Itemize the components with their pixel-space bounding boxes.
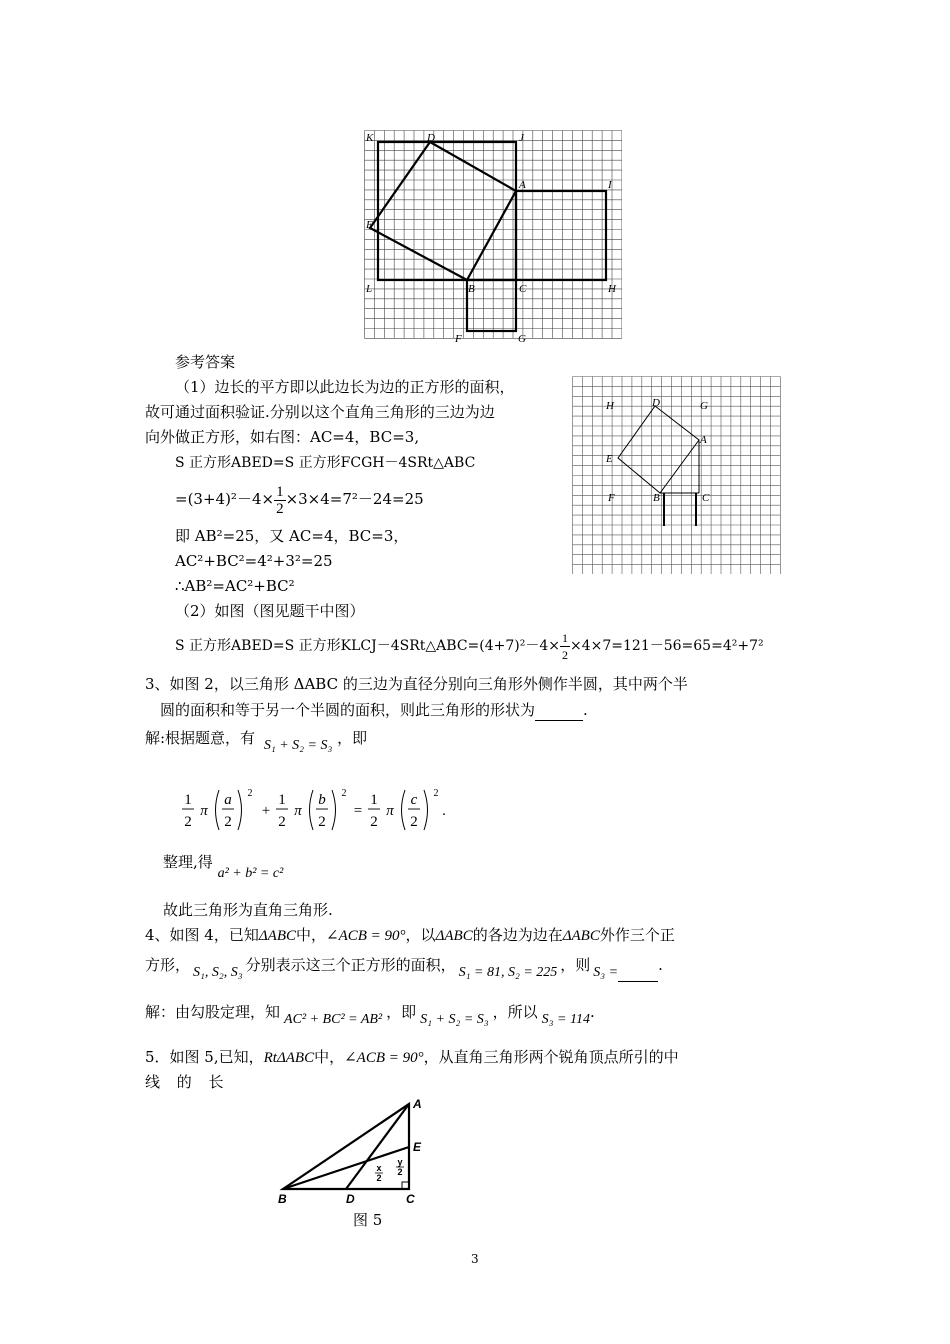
q4-text: ，则 — [560, 956, 591, 974]
q4-math: ΔABC — [258, 928, 296, 944]
q3-line2-end: . — [583, 701, 588, 719]
q3-sol1 — [145, 728, 368, 753]
answer-eq6 — [175, 626, 764, 666]
q4-text: 4、如图 4，已知 — [145, 926, 259, 944]
q4-math: ∠ACB = 90° — [326, 928, 406, 944]
fig5-label-A: A — [413, 1097, 422, 1111]
s3-blank — [618, 961, 658, 982]
q4-sol-text: . — [589, 1003, 595, 1021]
q3-line2 — [160, 700, 588, 721]
q3-sol1-end: ，即 — [337, 729, 368, 747]
label-K: K — [366, 132, 374, 144]
median-be — [283, 1147, 409, 1189]
eq-symbol: b — [318, 792, 326, 808]
q4-sol-math: S₃ = 114 — [541, 1012, 590, 1027]
label-B: B — [468, 283, 475, 295]
eq-symbol: 2 — [433, 788, 439, 799]
eq-symbol: 2 — [184, 814, 192, 830]
q5-line1 — [145, 1047, 679, 1068]
answer-eq6-a: S 正方形ABED=S 正方形KLCJ－4SRt△ABC=(4+7)²－4× — [175, 638, 560, 654]
eq-symbol: 2 — [247, 788, 253, 799]
eq-symbol: 2 — [318, 814, 326, 830]
answer-blank — [535, 700, 583, 721]
fig2-label-E: E — [606, 453, 613, 465]
eq-symbol: π — [294, 803, 302, 819]
fig2-label-A: A — [700, 434, 707, 446]
q4-sol-math: AC² + BC² = AB² — [284, 1012, 383, 1027]
answer-p1-line2: 故可通过面积验证.分别以这个直角三角形的三边为边 — [145, 403, 495, 421]
answer-p2: （2）如图（图见题干中图） — [175, 602, 365, 620]
fig2-label-G: G — [700, 400, 708, 412]
q4-text: 外作三个正 — [599, 926, 675, 944]
label-D: D — [427, 132, 435, 144]
label-G: G — [518, 333, 526, 345]
paren — [310, 790, 314, 830]
label-A: A — [519, 179, 526, 191]
answer-eq6-b: ×4×7=121－56=65=4²+7² — [570, 638, 764, 654]
eq-symbol: = — [353, 803, 363, 819]
q4-math: S₃ = — [593, 965, 619, 980]
eq-symbol: 2 — [341, 788, 347, 799]
answer-eq2-b: ×3×4=7²－24=25 — [285, 490, 424, 508]
q4-text: . — [658, 956, 663, 974]
eq-symbol: 2 — [224, 814, 232, 830]
answer-p1-line3: 向外做正方形，如右图：AC=4，BC=3, — [145, 428, 420, 446]
eq-symbol: 1 — [370, 792, 378, 808]
figure-1-grid — [364, 130, 622, 345]
q5-text: 5．如图 5,已知， — [145, 1048, 264, 1066]
q5-math: RtΔABC — [263, 1050, 315, 1066]
q3-line2-text: 圆的面积和等于另一个半圆的面积，则此三角形的形状为 — [160, 701, 536, 719]
q4-text: 中， — [296, 926, 327, 944]
fig2-label-D: D — [652, 397, 660, 409]
eq-symbol: 1 — [278, 792, 286, 808]
answer-eq2-a: =(3+4)²－4× — [175, 490, 275, 508]
q4-math: ΔABC — [562, 928, 600, 944]
answer-eq3: 即 AB²=25，又 AC=4，BC=3， — [175, 527, 409, 545]
triangle-abc — [283, 1104, 409, 1189]
fig5-label-D: D — [346, 1192, 355, 1206]
fig2-label-C: C — [702, 492, 710, 504]
label-L: L — [366, 283, 373, 295]
paren — [238, 790, 242, 830]
page-number: 3 — [471, 1252, 479, 1266]
figure-5-caption: 图 5 — [353, 1211, 383, 1229]
q4-line2 — [145, 955, 663, 980]
label-I: I — [608, 179, 612, 191]
q4-text: 分别表示这三个正方形的面积， — [245, 956, 456, 974]
q3-sol2 — [163, 852, 284, 881]
eq-symbol: 2 — [278, 814, 286, 830]
half-fraction: $\frac{1}{2}$ — [276, 483, 284, 517]
figure-2-grid — [572, 376, 781, 574]
q4-text: 方形， — [145, 956, 191, 974]
q4-math: S₁, S₂, S₃ — [193, 965, 243, 980]
fig2-label-H: H — [606, 400, 614, 412]
answer-eq5: ∴AB²=AC²+BC² — [175, 577, 295, 595]
q5-text: 中， — [314, 1048, 345, 1066]
q3-line1: 3、如图 2，以三角形 ΔABC 的三边为直径分别向三角形外侧作半圆，其中两个半 — [145, 675, 688, 693]
answer-eq1: S 正方形ABED=S 正方形FCGH－4SRt△ABC — [175, 455, 476, 471]
fig5-label-B: B — [278, 1192, 287, 1206]
label-E: E — [366, 219, 373, 231]
fig2-label-F: F — [608, 492, 615, 504]
q4-sol-text: 解：由勾股定理，知 — [145, 1003, 281, 1021]
eq-symbol: . — [442, 803, 446, 819]
q4-text: ，以 — [405, 926, 436, 944]
fig5-y: y — [397, 1157, 403, 1167]
half-fraction-2: $\frac{1}{2}$ — [562, 630, 568, 662]
eq-symbol: 2 — [370, 814, 378, 830]
q4-math: ΔABC — [435, 928, 473, 944]
answer-eq2 — [175, 482, 424, 516]
paren — [216, 790, 220, 830]
q4-line1 — [145, 925, 675, 946]
label-C: C — [519, 283, 527, 295]
q3-semicircle-equation — [180, 782, 450, 838]
figure-5-triangle — [276, 1094, 436, 1210]
q3-sol3: 故此三角形为直角三角形. — [163, 901, 333, 919]
label-H: H — [608, 283, 616, 295]
q3-sol2-math: a² + b² = c² — [217, 866, 284, 881]
paren — [402, 790, 406, 830]
q3-sol1-text: 解:根据题意，有 — [145, 729, 256, 747]
fig2-label-B: B — [653, 492, 660, 504]
square-abed-2 — [618, 406, 699, 493]
eq-symbol: c — [410, 792, 418, 808]
eq-symbol: 1 — [184, 792, 192, 808]
eq-symbol: π — [386, 803, 394, 819]
label-F: F — [455, 333, 462, 345]
fig5-label-E: E — [413, 1140, 422, 1154]
eq-symbol: + — [261, 803, 271, 819]
fig5-x-den: 2 — [376, 1173, 382, 1183]
label-J: J — [519, 132, 524, 144]
fig5-x: x — [376, 1163, 382, 1173]
fig5-label-C: C — [406, 1192, 415, 1206]
eq-symbol: 2 — [410, 814, 418, 830]
answer-heading: 参考答案 — [175, 353, 236, 371]
q5-math: ∠ACB = 90° — [344, 1050, 424, 1066]
q4-sol-text: ，所以 — [492, 1003, 538, 1021]
q4-solution — [145, 1002, 595, 1027]
q4-sol-text: ，即 — [386, 1003, 417, 1021]
q3-sol1-math: S₁ + S₂ = S₃ — [263, 738, 333, 753]
paren — [424, 790, 428, 830]
q4-math: S₁ = 81, S₂ = 225 — [458, 965, 558, 980]
eq-symbol: π — [200, 803, 208, 819]
q4-sol-math: S₁ + S₂ = S₃ — [420, 1012, 489, 1027]
q5-text: ，从直角三角形两个锐角顶点所引的中 — [423, 1048, 679, 1066]
paren — [332, 790, 336, 830]
answer-eq4: AC²+BC²=4²+3²=25 — [175, 552, 333, 570]
eq-symbol: a — [224, 792, 232, 808]
q5-line2: 线 的 长 — [145, 1073, 224, 1091]
answer-p1-line1: （1）边长的平方即以此边长为边的正方形的面积， — [175, 378, 515, 396]
q4-text: 的各边为边在 — [472, 926, 563, 944]
q3-sol2-text: 整理,得 — [163, 853, 213, 871]
fig5-y-den: 2 — [397, 1167, 403, 1177]
